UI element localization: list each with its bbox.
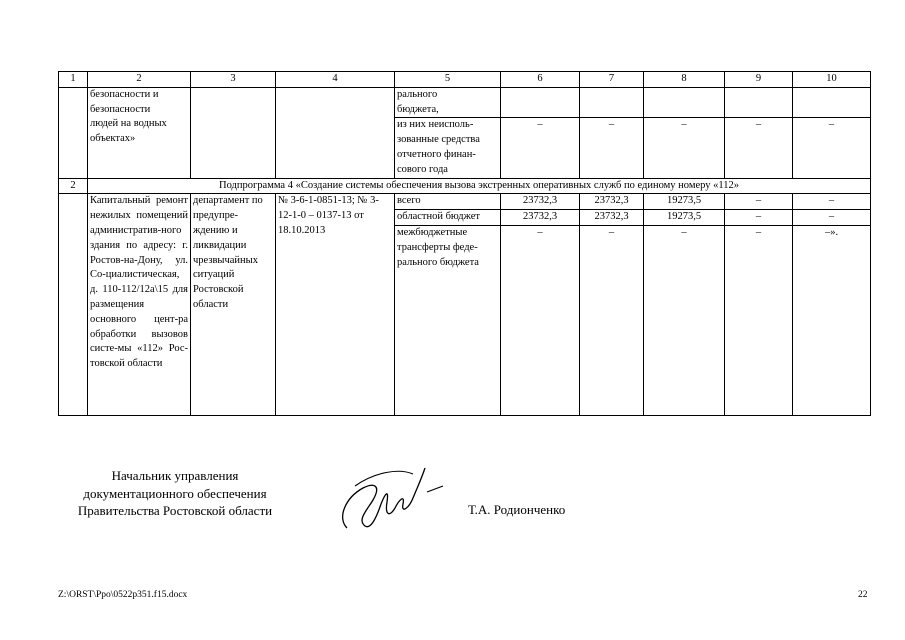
cell-value: – bbox=[580, 225, 644, 415]
footer-file-path: Z:\ORST\Ppo\0522p351.f15.docx bbox=[58, 590, 188, 600]
cell-source-label: всего bbox=[395, 194, 501, 210]
signature-line: Начальник управления bbox=[111, 468, 239, 483]
cell-value: – bbox=[793, 118, 871, 178]
header-cell: 3 bbox=[191, 72, 276, 88]
cell-value: –». bbox=[793, 225, 871, 415]
header-cell: 8 bbox=[644, 72, 725, 88]
table-cell bbox=[580, 87, 644, 118]
cell-value: – bbox=[793, 194, 871, 210]
header-cell: 10 bbox=[793, 72, 871, 88]
signature-line: документационного обеспечения bbox=[83, 485, 267, 501]
header-cell: 4 bbox=[276, 72, 395, 88]
table-cell bbox=[725, 87, 793, 118]
cell-value: – bbox=[725, 118, 793, 178]
header-cell: 6 bbox=[501, 72, 580, 88]
cell-value: – bbox=[644, 225, 725, 415]
page-number: 22 bbox=[858, 590, 868, 600]
signature-line: Правительства Ростовской области bbox=[77, 503, 273, 518]
cell-source-label: рального бюджета, bbox=[395, 87, 501, 118]
cell-document bbox=[276, 87, 395, 178]
cell-source-label: из них неисполь- зованные средства отчетного финан- сового года bbox=[395, 118, 501, 178]
signatory-name: Т.А. Родионченко bbox=[468, 502, 566, 517]
budget-table bbox=[58, 71, 871, 416]
table-cell bbox=[501, 87, 580, 118]
handwritten-signature bbox=[335, 458, 450, 538]
cell-value: – bbox=[644, 118, 725, 178]
header-cell: 2 bbox=[88, 72, 191, 88]
subprogram-title: Подпрограмма 4 «Создание системы обеспечения вызова экстренных оперативных служб по единому номеру «112» bbox=[88, 178, 871, 194]
cell-source-label: областной бюджет bbox=[395, 210, 501, 226]
cell-value: – bbox=[725, 210, 793, 226]
cell-num bbox=[59, 194, 88, 416]
table-row bbox=[59, 194, 871, 210]
header-cell: 1 bbox=[59, 72, 88, 88]
cell-measure-name: безопасности и безопасности людей на водных объектах» bbox=[88, 87, 191, 178]
cell-measure-name: Капитальный ремонт нежилых помещений административ-ного здания по адресу: г. Ростов-на-Дону, ул. Со-циалистическая, д. 110-112/12а\15 для размещения основного цент-ра обработки вызовов систе-мы «112» Рос-товской области bbox=[88, 194, 191, 416]
cell-value: 23732,3 bbox=[580, 210, 644, 226]
cell-value: 19273,5 bbox=[644, 194, 725, 210]
header-cell: 5 bbox=[395, 72, 501, 88]
cell-value: 23732,3 bbox=[501, 210, 580, 226]
cell-value: 19273,5 bbox=[644, 210, 725, 226]
cell-num bbox=[59, 87, 88, 178]
cell-value: 23732,3 bbox=[501, 194, 580, 210]
header-cell: 9 bbox=[725, 72, 793, 88]
header-row bbox=[59, 72, 871, 88]
cell-value: – bbox=[793, 210, 871, 226]
cell-value: – bbox=[501, 225, 580, 415]
cell-value: – bbox=[580, 118, 644, 178]
cell-value: 23732,3 bbox=[580, 194, 644, 210]
cell-executor bbox=[191, 87, 276, 178]
cell-value: – bbox=[725, 225, 793, 415]
cell-value: – bbox=[725, 194, 793, 210]
subprogram-row bbox=[59, 178, 871, 194]
cell-document: № 3-6-1-0851-13; № 3-12-1-0 – 0137-13 от 18.10.2013 bbox=[276, 194, 395, 416]
table-row bbox=[59, 87, 871, 118]
cell-executor: департамент по предупре-ждению и ликвидации чрезвычайных ситуаций Ростовской области bbox=[191, 194, 276, 416]
table-cell bbox=[793, 87, 871, 118]
cell-value: – bbox=[501, 118, 580, 178]
table-cell bbox=[644, 87, 725, 118]
subprogram-num: 2 bbox=[59, 178, 88, 194]
header-cell: 7 bbox=[580, 72, 644, 88]
signature-title bbox=[55, 467, 295, 520]
cell-source-label: межбюджетные трансферты феде- рального бюджета bbox=[395, 225, 501, 415]
